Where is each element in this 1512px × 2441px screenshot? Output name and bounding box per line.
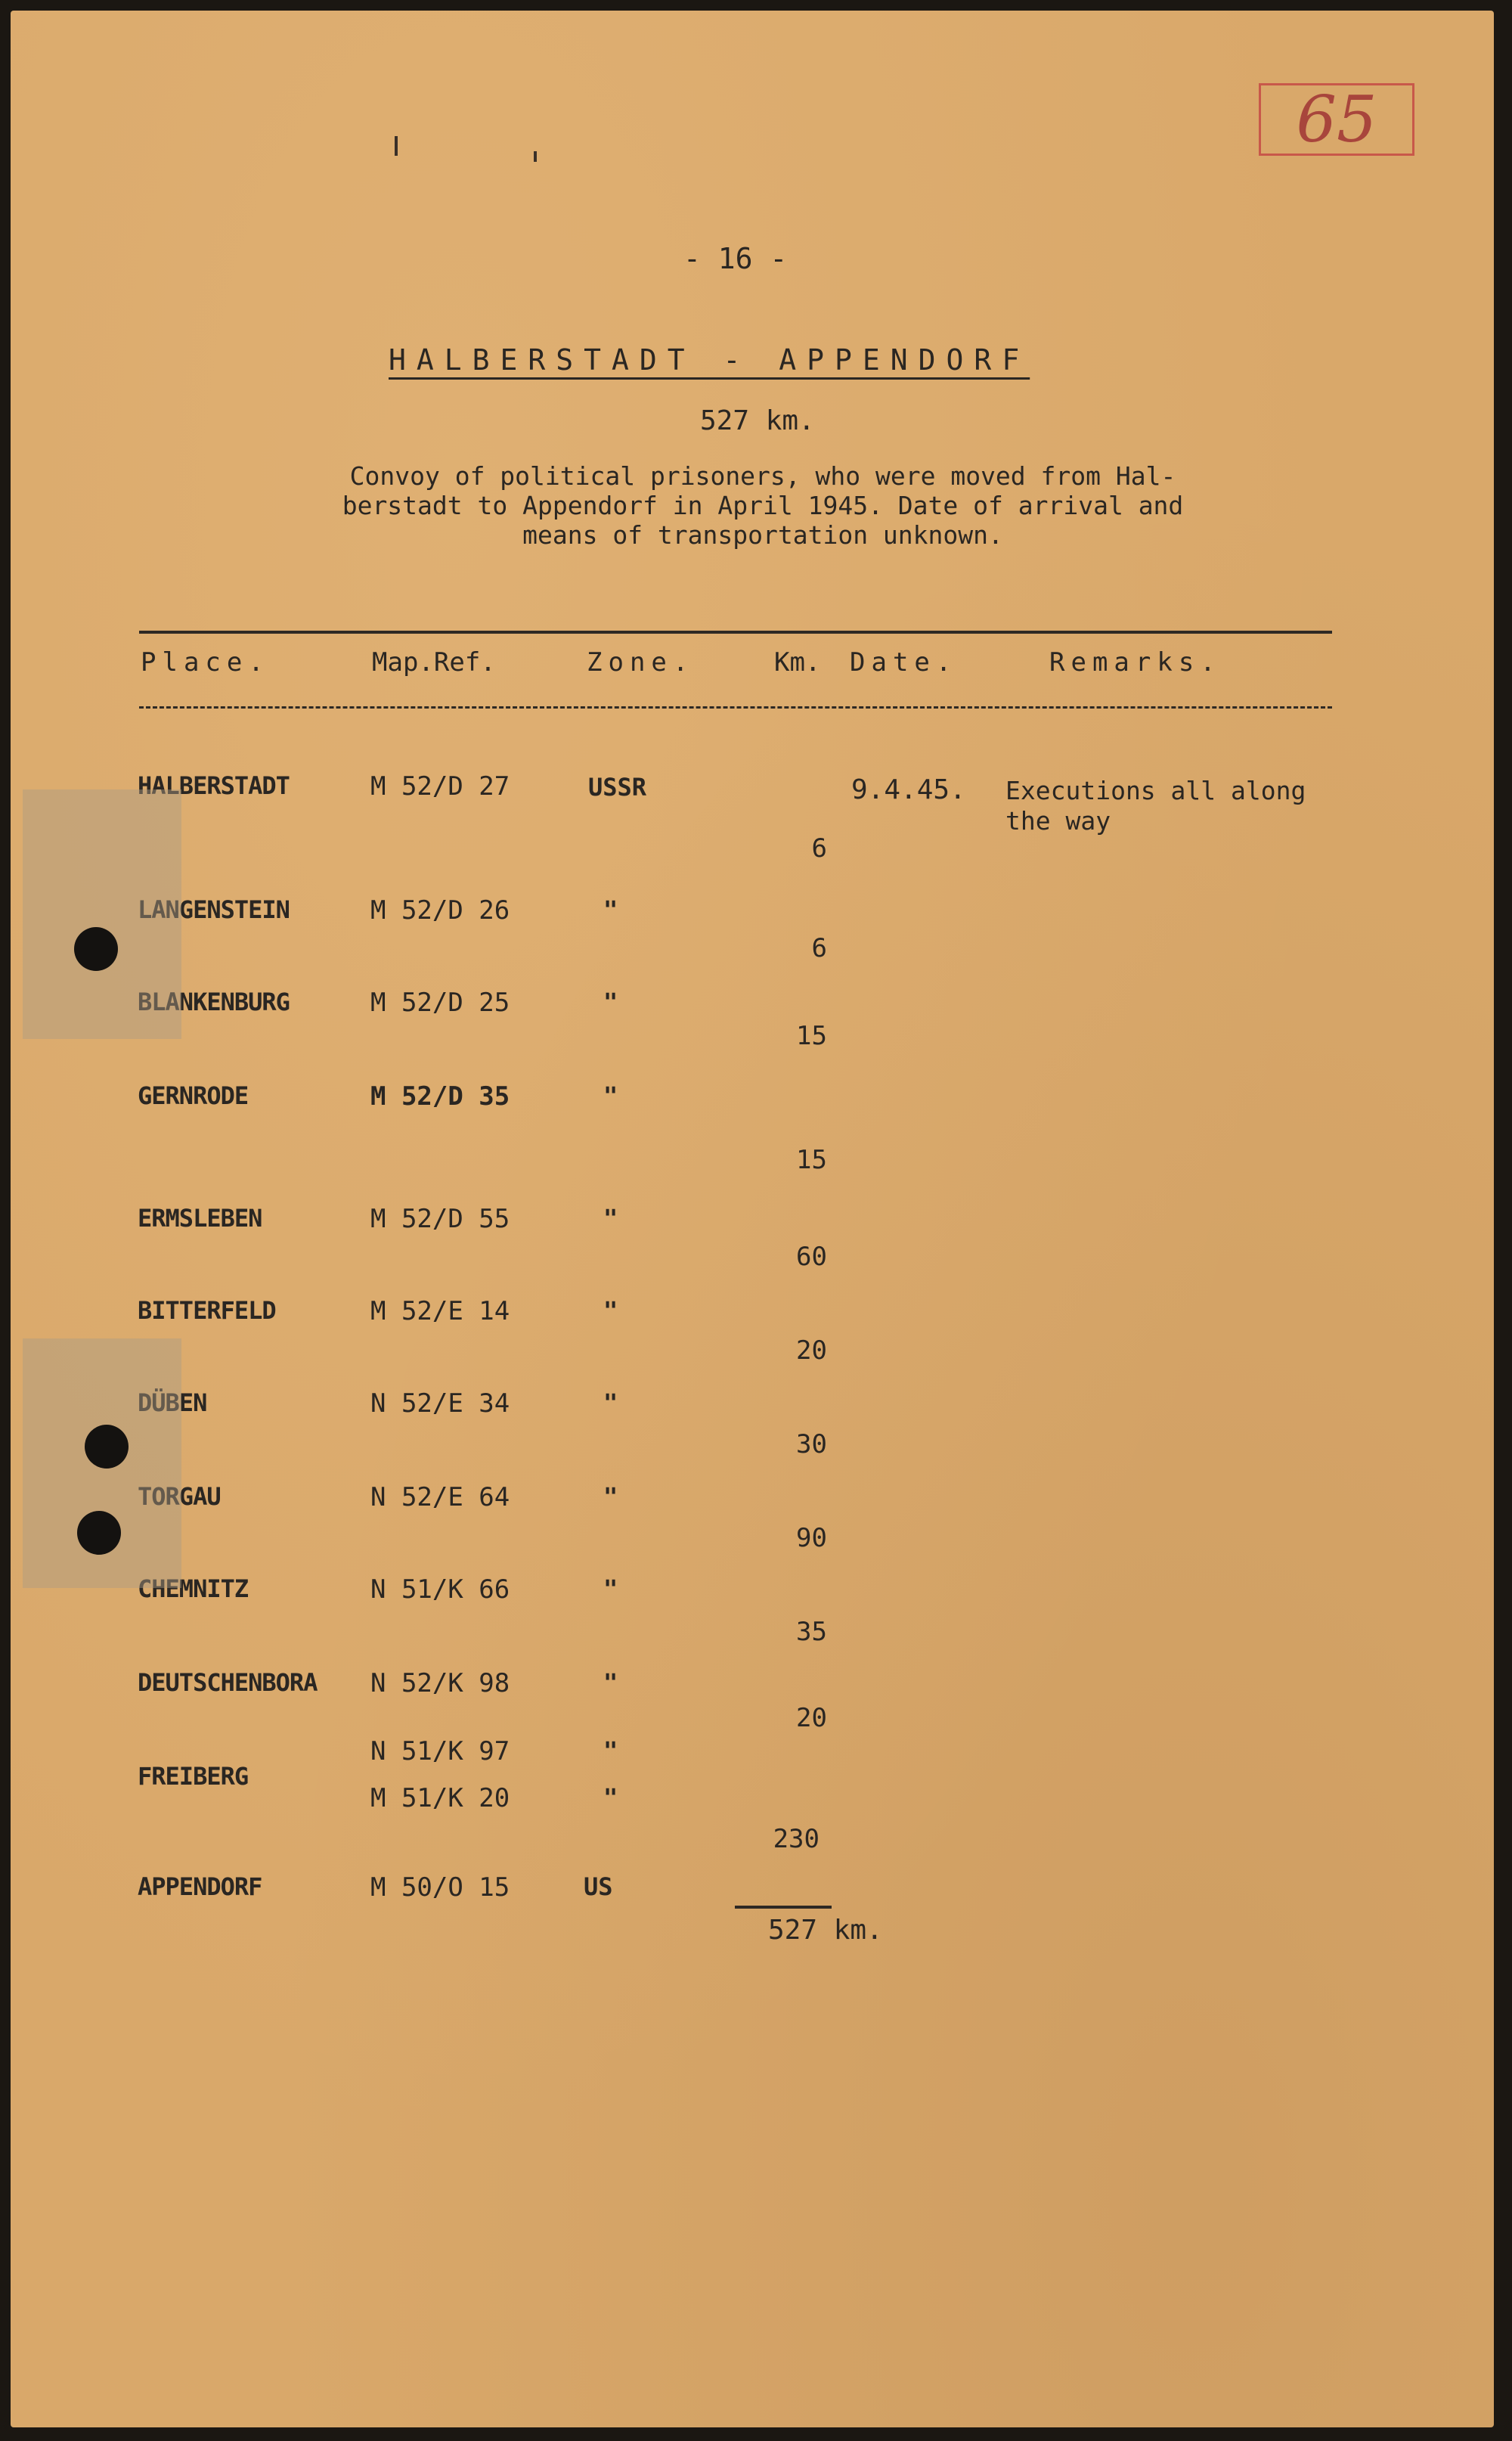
km-cell: 230 xyxy=(773,1824,820,1854)
mapref-cell: N 52/E 34 xyxy=(370,1388,510,1419)
zone-cell: " xyxy=(603,988,618,1016)
document-page xyxy=(11,11,1494,2427)
place-cell: CHEMNITZ xyxy=(138,1574,249,1603)
km-cell: 15 xyxy=(796,1145,827,1175)
margin-mark xyxy=(395,136,398,156)
place-cell: DEUTSCHENBORA xyxy=(138,1668,318,1697)
tape-patch xyxy=(23,789,181,1039)
folio-stamp: 65 xyxy=(1259,83,1414,156)
zone-cell: " xyxy=(603,1204,618,1233)
place-cell: APPENDORF xyxy=(138,1872,262,1901)
mapref-cell: M 51/K 20 xyxy=(370,1783,510,1813)
punch-hole xyxy=(85,1425,129,1469)
header-place: Place. xyxy=(141,647,270,678)
place-cell: BLANKENBURG xyxy=(138,988,290,1016)
header-zone: Zone. xyxy=(587,647,695,678)
zone-cell: " xyxy=(603,1482,618,1511)
km-cell: 60 xyxy=(796,1242,827,1272)
zone-cell: " xyxy=(603,895,618,924)
km-cell: 90 xyxy=(796,1523,827,1553)
header-km: Km. xyxy=(774,647,821,678)
place-cell: GERNRODE xyxy=(138,1081,249,1110)
header-rule-bottom xyxy=(139,706,1332,709)
km-cell: 15 xyxy=(796,1021,827,1051)
mapref-cell: M 52/E 14 xyxy=(370,1296,510,1326)
place-cell: DÜBEN xyxy=(138,1388,207,1417)
header-date: Date. xyxy=(850,647,958,678)
margin-mark xyxy=(534,151,537,162)
total-distance: 527 km. xyxy=(700,405,815,436)
mapref-cell: M 52/D 26 xyxy=(370,895,510,926)
header-remarks: Remarks. xyxy=(1049,647,1222,678)
mapref-cell: M 52/D 35 xyxy=(370,1081,510,1112)
mapref-cell: N 52/E 64 xyxy=(370,1482,510,1512)
mapref-cell: N 51/K 66 xyxy=(370,1574,510,1605)
place-cell: HALBERSTADT xyxy=(138,771,290,800)
zone-cell: " xyxy=(603,1388,618,1417)
page-title: HALBERSTADT - APPENDORF xyxy=(389,343,1030,377)
km-cell: 20 xyxy=(796,1335,827,1366)
mapref-cell: M 52/D 27 xyxy=(370,771,510,802)
place-cell: BITTERFELD xyxy=(138,1296,276,1325)
sum-rule xyxy=(735,1906,832,1909)
place-cell: TORGAU xyxy=(138,1482,221,1511)
header-rule-top xyxy=(139,631,1332,634)
km-cell: 6 xyxy=(811,833,827,864)
km-cell: 6 xyxy=(811,933,827,963)
remarks-cell: Executions all along the way xyxy=(1005,776,1306,836)
mapref-cell: M 50/O 15 xyxy=(370,1872,510,1903)
km-cell: 20 xyxy=(796,1703,827,1733)
zone-cell: " xyxy=(603,1668,618,1697)
zone-cell: " xyxy=(603,1296,618,1325)
place-cell: LANGENSTEIN xyxy=(138,895,290,924)
date-cell: 9.4.45. xyxy=(851,774,966,805)
mapref-cell: N 51/K 97 xyxy=(370,1736,510,1766)
header-mapref: Map.Ref. xyxy=(372,647,496,678)
km-cell: 35 xyxy=(796,1617,827,1647)
zone-cell: " xyxy=(603,1783,618,1812)
zone-cell: USSR xyxy=(588,773,647,802)
mapref-cell: N 52/K 98 xyxy=(370,1668,510,1698)
zone-cell: " xyxy=(603,1736,618,1765)
mapref-cell: M 52/D 25 xyxy=(370,988,510,1018)
punch-hole xyxy=(77,1511,121,1555)
zone-cell: " xyxy=(603,1574,618,1603)
zone-cell: US xyxy=(584,1872,613,1901)
total-km: 527 km. xyxy=(768,1915,883,1946)
intro-paragraph: Convoy of political prisoners, who were moved from Hal- berstadt to Appendorf in April 1945. Date of arrival and means of transportation unknown. xyxy=(342,461,1184,550)
zone-cell: " xyxy=(603,1081,618,1110)
place-cell: FREIBERG xyxy=(138,1762,249,1791)
km-cell: 30 xyxy=(796,1429,827,1459)
page-number: - 16 - xyxy=(683,242,788,275)
mapref-cell: M 52/D 55 xyxy=(370,1204,510,1234)
punch-hole xyxy=(74,927,118,971)
place-cell: ERMSLEBEN xyxy=(138,1204,262,1233)
